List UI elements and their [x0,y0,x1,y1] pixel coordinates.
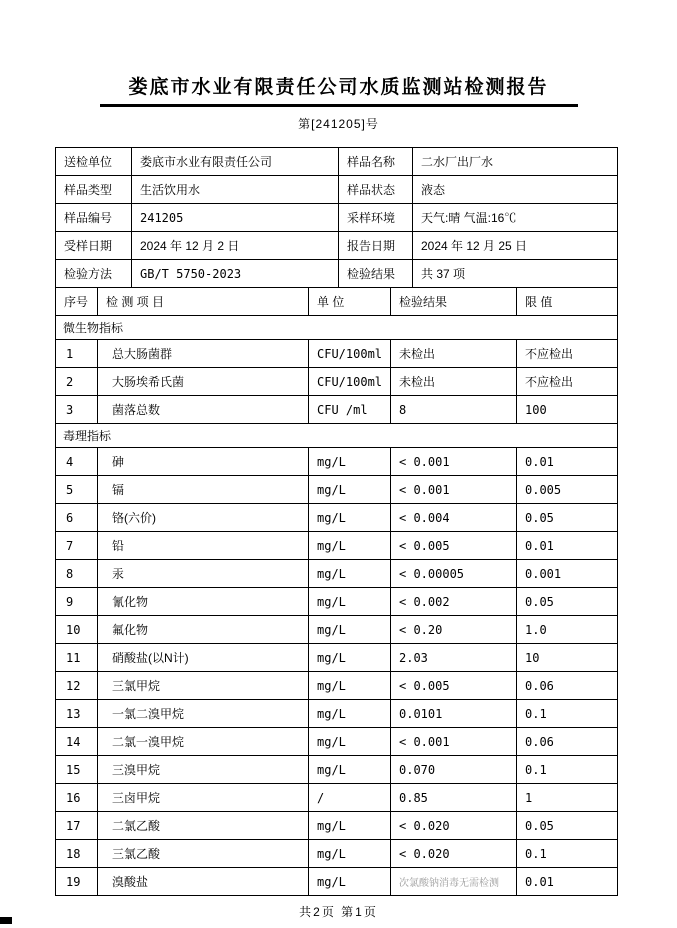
item-name: 硝酸盐(以N计) [98,644,309,672]
item-limit: 0.01 [517,448,618,476]
item-name: 三溴甲烷 [98,756,309,784]
row-number: 6 [56,504,98,532]
row-number: 14 [56,728,98,756]
header-unit: 单 位 [309,288,391,316]
info-value: 生活饮用水 [132,176,339,204]
results-table [55,287,618,896]
item-limit: 0.05 [517,588,618,616]
info-value: 241205 [132,204,339,232]
item-unit: mg/L [309,812,391,840]
info-label: 检验结果 [339,260,413,288]
row-number: 4 [56,448,98,476]
result-row [56,504,618,532]
results-header-row [56,288,618,316]
item-name: 镉 [98,476,309,504]
item-unit: mg/L [309,448,391,476]
item-name: 铬(六价) [98,504,309,532]
item-name: 三氯乙酸 [98,840,309,868]
row-number: 16 [56,784,98,812]
item-name: 氰化物 [98,588,309,616]
item-result: < 0.001 [391,476,517,504]
page-title: 娄底市水业有限责任公司水质监测站检测报告 [128,77,549,98]
result-row [56,616,618,644]
info-label: 检验方法 [56,260,132,288]
item-result: 0.070 [391,756,517,784]
info-value: 天气:晴 气温:16℃ [413,204,618,232]
result-row [56,868,618,896]
result-row [56,756,618,784]
item-name: 砷 [98,448,309,476]
item-unit: CFU/100ml [309,340,391,368]
row-number: 8 [56,560,98,588]
item-unit: mg/L [309,756,391,784]
info-row [56,204,618,232]
result-row [56,784,618,812]
item-unit: mg/L [309,616,391,644]
info-value: 娄底市水业有限责任公司 [132,148,339,176]
info-label: 样品名称 [339,148,413,176]
item-result: 未检出 [391,368,517,396]
info-row [56,176,618,204]
item-limit: 1 [517,784,618,812]
row-number: 11 [56,644,98,672]
result-row [56,840,618,868]
item-result: 0.0101 [391,700,517,728]
section-title: 毒理指标 [56,424,618,448]
info-row [56,148,618,176]
item-result: < 0.020 [391,812,517,840]
item-limit: 100 [517,396,618,424]
item-limit: 0.001 [517,560,618,588]
info-label: 样品状态 [339,176,413,204]
item-limit: 0.06 [517,728,618,756]
item-limit: 0.05 [517,812,618,840]
info-label: 受样日期 [56,232,132,260]
result-row [56,532,618,560]
item-name: 三卤甲烷 [98,784,309,812]
item-limit: 0.01 [517,868,618,896]
item-unit: mg/L [309,644,391,672]
item-limit: 0.005 [517,476,618,504]
scan-corner-artifact [0,917,12,924]
item-name: 二氯一溴甲烷 [98,728,309,756]
item-limit: 0.01 [517,532,618,560]
item-limit: 0.05 [517,504,618,532]
result-row [56,396,618,424]
row-number: 18 [56,840,98,868]
info-label: 报告日期 [339,232,413,260]
item-limit: 1.0 [517,616,618,644]
item-limit: 0.1 [517,840,618,868]
row-number: 2 [56,368,98,396]
item-unit: CFU /ml [309,396,391,424]
row-number: 17 [56,812,98,840]
section-title: 微生物指标 [56,316,618,340]
sample-info-table [55,147,618,288]
item-result: < 0.00005 [391,560,517,588]
item-name: 一氯二溴甲烷 [98,700,309,728]
item-unit: mg/L [309,672,391,700]
item-unit: mg/L [309,728,391,756]
header-limit: 限 值 [517,288,618,316]
row-number: 13 [56,700,98,728]
item-result: < 0.005 [391,532,517,560]
result-row [56,560,618,588]
section-row [56,316,618,340]
item-name: 菌落总数 [98,396,309,424]
header-no: 序号 [56,288,98,316]
result-row [56,700,618,728]
item-limit: 不应检出 [517,340,618,368]
item-result: 2.03 [391,644,517,672]
row-number: 12 [56,672,98,700]
section-row [56,424,618,448]
info-value: GB/T 5750-2023 [132,260,339,288]
item-result: < 0.20 [391,616,517,644]
row-number: 9 [56,588,98,616]
info-value: 2024 年 12 月 25 日 [413,232,618,260]
result-row [56,812,618,840]
item-limit: 不应检出 [517,368,618,396]
row-number: 19 [56,868,98,896]
item-unit: mg/L [309,840,391,868]
row-number: 15 [56,756,98,784]
row-number: 3 [56,396,98,424]
item-name: 三氯甲烷 [98,672,309,700]
item-name: 总大肠菌群 [98,340,309,368]
info-value: 液态 [413,176,618,204]
item-unit: mg/L [309,700,391,728]
row-number: 10 [56,616,98,644]
result-row [56,368,618,396]
item-unit: mg/L [309,560,391,588]
item-result: 未检出 [391,340,517,368]
info-label: 送检单位 [56,148,132,176]
result-row [56,672,618,700]
report-number: 第[241205]号 [298,117,379,131]
item-name: 二氯乙酸 [98,812,309,840]
item-limit: 0.1 [517,756,618,784]
item-result: < 0.005 [391,672,517,700]
item-unit: CFU/100ml [309,368,391,396]
item-result: 8 [391,396,517,424]
header-item: 检 测 项 目 [98,288,309,316]
item-name: 汞 [98,560,309,588]
info-value: 2024 年 12 月 2 日 [132,232,339,260]
header-result: 检验结果 [391,288,517,316]
row-number: 7 [56,532,98,560]
item-result: < 0.002 [391,588,517,616]
row-number: 5 [56,476,98,504]
item-unit: mg/L [309,476,391,504]
result-row [56,588,618,616]
item-name: 溴酸盐 [98,868,309,896]
item-name: 氟化物 [98,616,309,644]
item-unit: mg/L [309,588,391,616]
item-unit: / [309,784,391,812]
item-name: 铅 [98,532,309,560]
item-unit: mg/L [309,532,391,560]
item-limit: 10 [517,644,618,672]
result-row [56,644,618,672]
info-label: 样品编号 [56,204,132,232]
row-number: 1 [56,340,98,368]
info-label: 采样环境 [339,204,413,232]
info-row [56,260,618,288]
item-result: < 0.004 [391,504,517,532]
item-unit: mg/L [309,868,391,896]
info-value: 二水厂出厂水 [413,148,618,176]
item-unit: mg/L [309,504,391,532]
result-row [56,728,618,756]
info-value: 共 37 项 [413,260,618,288]
result-row [56,340,618,368]
item-result: 次氯酸钠消毒无需检测 [391,868,517,896]
item-result: 0.85 [391,784,517,812]
page-footer: 共2页 第1页 [299,905,378,919]
info-row [56,232,618,260]
result-row [56,448,618,476]
item-limit: 0.1 [517,700,618,728]
item-result: < 0.020 [391,840,517,868]
item-name: 大肠埃希氏菌 [98,368,309,396]
item-result: < 0.001 [391,728,517,756]
item-limit: 0.06 [517,672,618,700]
info-label: 样品类型 [56,176,132,204]
title-underline [100,104,578,107]
item-result: < 0.001 [391,448,517,476]
result-row [56,476,618,504]
